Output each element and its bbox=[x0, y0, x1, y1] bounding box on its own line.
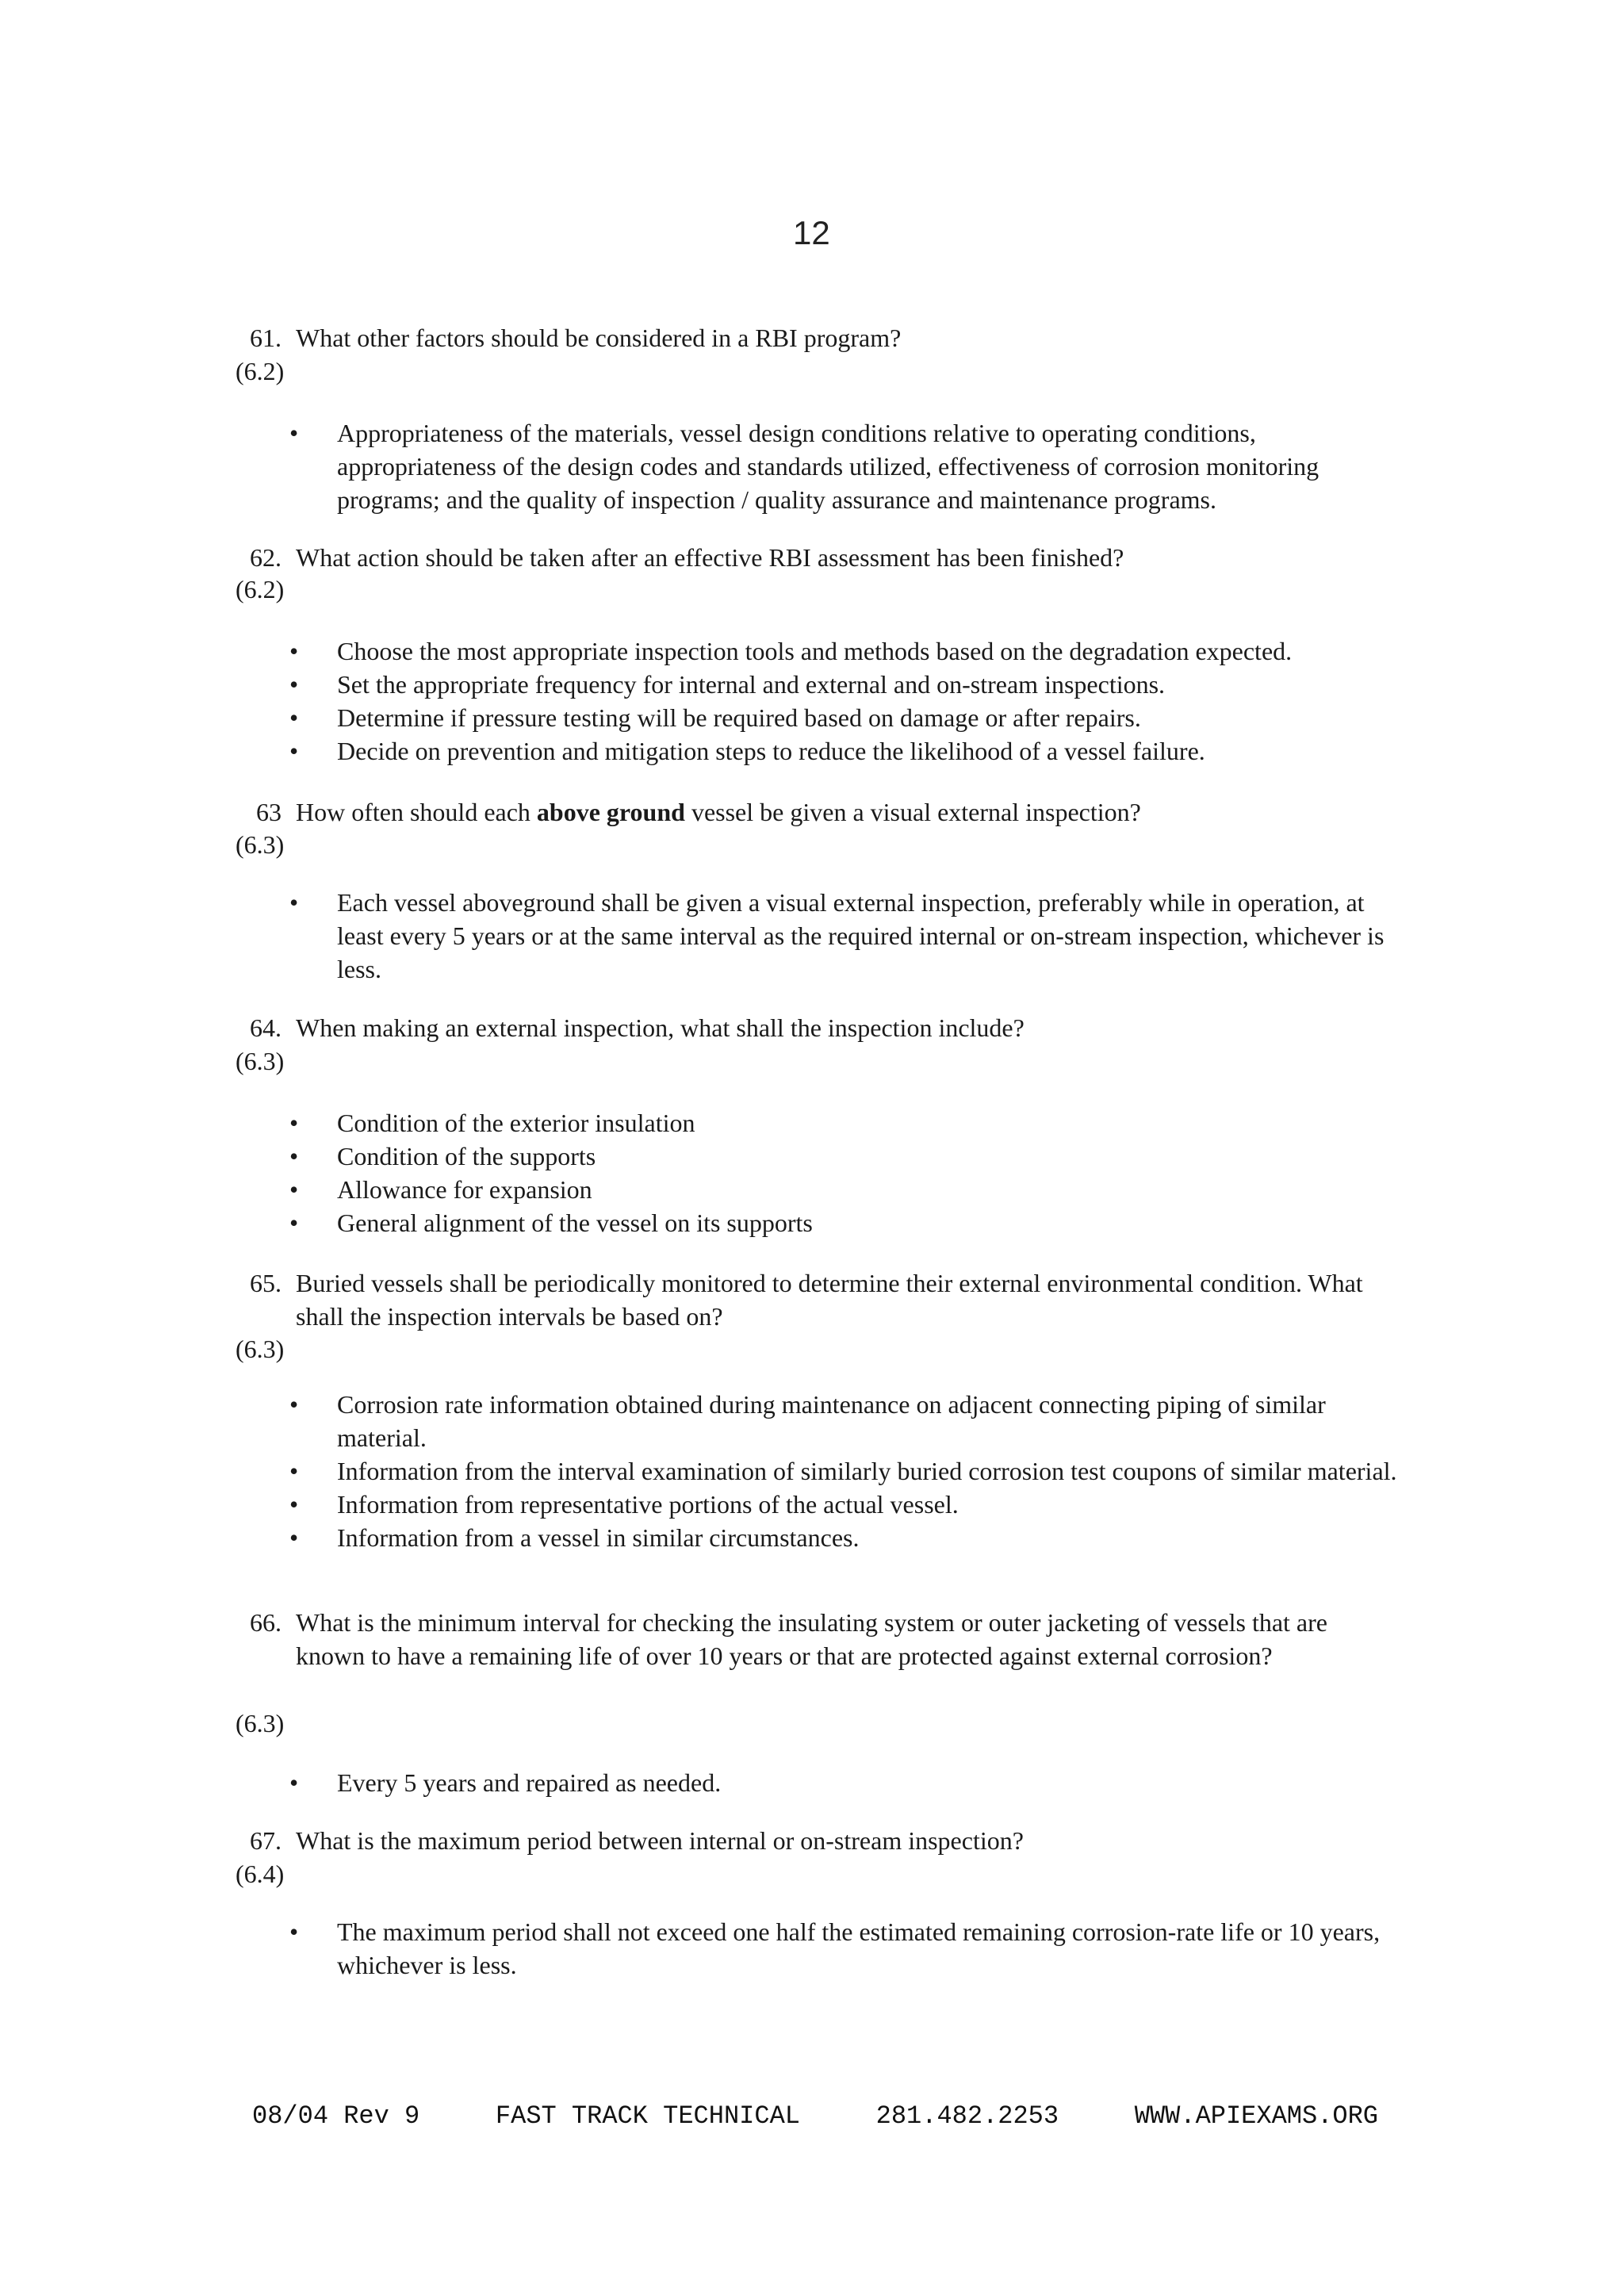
answer-item: • Set the appropriate frequency for internal and external and on-stream inspections. bbox=[289, 668, 1400, 701]
answer-item: • Information from representative portions of the actual vessel. bbox=[289, 1488, 1400, 1521]
question-text: What action should be taken after an effective RBI assessment has been finished? bbox=[296, 543, 1124, 572]
question-63 bbox=[238, 795, 1411, 829]
question-number: 66. bbox=[250, 1608, 282, 1637]
question-text: When making an external inspection, what shall the inspection include? bbox=[296, 1013, 1025, 1042]
footer-company: FAST TRACK TECHNICAL bbox=[495, 2101, 800, 2131]
question-61 bbox=[238, 321, 1411, 354]
footer-date-revision: 08/04 Rev 9 bbox=[252, 2101, 420, 2131]
section-reference: (6.4) bbox=[236, 1860, 285, 1888]
section-reference: (6.3) bbox=[236, 1335, 285, 1363]
question-text: What is the minimum interval for checking the insulating system or outer jacketing of vessels that are known to have a remaining life of over 10 years or that are protected against external corrosion? bbox=[296, 1608, 1327, 1670]
answer-item: • Every 5 years and repaired as needed. bbox=[289, 1766, 1400, 1799]
answer-item: • Determine if pressure testing will be required based on damage or after repairs. bbox=[289, 701, 1400, 734]
footer-phone: 281.482.2253 bbox=[875, 2101, 1059, 2131]
answer-item: • General alignment of the vessel on its supports bbox=[289, 1206, 1400, 1239]
page-number: 12 bbox=[793, 214, 830, 251]
question-64 bbox=[238, 1011, 1411, 1044]
question-number: 64. bbox=[250, 1013, 282, 1042]
question-text: How often should each above ground vessel be given a visual external inspection? bbox=[296, 798, 1141, 826]
answer-list bbox=[289, 416, 1400, 516]
page-footer bbox=[252, 2101, 1378, 2131]
section-reference: (6.2) bbox=[236, 575, 285, 603]
question-number: 62. bbox=[250, 543, 282, 572]
answer-item: • The maximum period shall not exceed one half the estimated remaining corrosion-rate life or 10 years, whichever is less. bbox=[289, 1915, 1400, 1982]
answer-item: • Allowance for expansion bbox=[289, 1173, 1400, 1206]
answer-item: • Decide on prevention and mitigation steps to reduce the likelihood of a vessel failure. bbox=[289, 734, 1400, 768]
question-67 bbox=[238, 1824, 1411, 1857]
footer-website: WWW.APIEXAMS.ORG bbox=[1134, 2101, 1378, 2131]
section-reference: (6.3) bbox=[236, 1709, 285, 1737]
answer-list bbox=[289, 1766, 1400, 1799]
question-text: Buried vessels shall be periodically monitored to determine their external environmental condition. What shall the inspection intervals be based on? bbox=[296, 1269, 1363, 1331]
answer-item: • Corrosion rate information obtained during maintenance on adjacent connecting piping of similar material. bbox=[289, 1388, 1400, 1454]
question-number: 67. bbox=[250, 1826, 282, 1855]
answer-item: • Appropriateness of the materials, vessel design conditions relative to operating conditions, appropriateness of the design codes and standards utilized, effectiveness of corrosion monitoring programs; and the quality of inspection / quality assurance and maintenance programs. bbox=[289, 416, 1400, 516]
answer-item: • Condition of the exterior insulation bbox=[289, 1106, 1400, 1140]
answer-item: • Information from a vessel in similar circumstances. bbox=[289, 1521, 1400, 1554]
answer-list bbox=[289, 1915, 1400, 1982]
question-62 bbox=[238, 541, 1411, 574]
answer-item: • Choose the most appropriate inspection tools and methods based on the degradation expected. bbox=[289, 634, 1400, 668]
question-66 bbox=[238, 1606, 1411, 1672]
answer-item: • Each vessel aboveground shall be given a visual external inspection, preferably while in operation, at least every 5 years or at the same interval as the required internal or on-stream inspection, whichever is less. bbox=[289, 886, 1400, 986]
emphasis-text: above ground bbox=[536, 798, 685, 826]
answer-list bbox=[289, 886, 1400, 986]
question-number: 65. bbox=[250, 1269, 282, 1297]
section-reference: (6.2) bbox=[236, 357, 285, 385]
question-number: 61. bbox=[250, 324, 282, 352]
answer-list bbox=[289, 634, 1400, 768]
answer-item: • Condition of the supports bbox=[289, 1140, 1400, 1173]
question-text: What is the maximum period between internal or on-stream inspection? bbox=[296, 1826, 1024, 1855]
question-65 bbox=[238, 1266, 1411, 1333]
section-reference: (6.3) bbox=[236, 1047, 285, 1075]
answer-list bbox=[289, 1106, 1400, 1239]
question-text: What other factors should be considered in a RBI program? bbox=[296, 324, 902, 352]
answer-item: • Information from the interval examination of similarly buried corrosion test coupons of similar material. bbox=[289, 1454, 1400, 1488]
question-number: 63 bbox=[256, 798, 282, 826]
answer-list bbox=[289, 1388, 1400, 1554]
section-reference: (6.3) bbox=[236, 830, 285, 859]
